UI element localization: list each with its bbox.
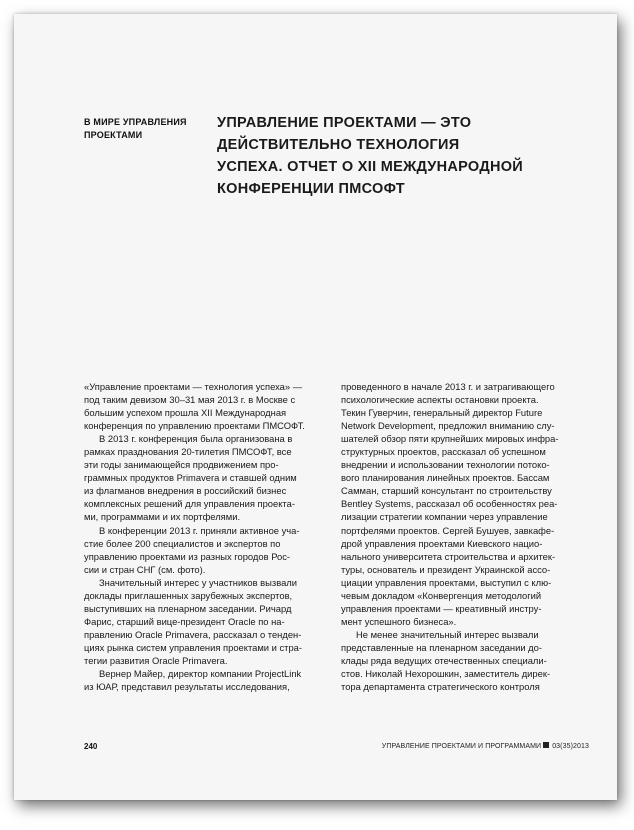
body-column-right <box>341 380 591 693</box>
text-line: стие более 200 специалистов и экспертов по <box>84 537 281 549</box>
text-line: Фарис, старший вице-президент Oracle по на- <box>84 615 285 627</box>
text-line: эти годы занимающейся продвижением про- <box>84 459 279 471</box>
text-line: В 2013 г. конференция была организована в <box>99 433 293 445</box>
text-line: мент успешного бизнеса». <box>341 615 457 627</box>
text-line: Не менее значительный интерес вызвали <box>356 628 539 640</box>
text-line: управлению проектами из разных городов Рос- <box>84 550 291 562</box>
text-line: циях рынка систем управления проектами и стра- <box>84 641 303 653</box>
article-title-line: УСПЕХА. ОТЧЕТ О XII МЕЖДУНАРОДНОЙ <box>217 159 524 175</box>
article-title-line: УПРАВЛЕНИЕ ПРОЕКТАМИ — ЭТО <box>217 115 472 131</box>
text-line: конференция по управлению проектами ПМСОФТ. <box>84 420 305 432</box>
text-line: В конференции 2013 г. приняли активное уча- <box>99 524 300 536</box>
text-line: шателей обзор пяти крупнейших мировых инфра- <box>341 433 559 445</box>
journal-issue: 03(35)2013 <box>552 743 589 750</box>
text-line: «Управление проектами — технология успеха» — <box>84 381 303 392</box>
section-label <box>84 116 204 142</box>
text-line: Самман, старший консультант по строительству <box>341 485 552 497</box>
text-line: выступивших на пленарном заседании. Ричард <box>84 602 292 614</box>
section-label-line: ПРОЕКТАМИ <box>84 130 143 140</box>
text-line: вого планирования линейных проектов. Бассам <box>341 472 550 484</box>
text-line: лизации стратегии компании через управление <box>341 511 548 523</box>
article-title-line: ДЕЙСТВИТЕЛЬНО ТЕХНОЛОГИЯ <box>217 137 460 153</box>
text-line: большим успехом прошла XII Международная <box>84 407 287 419</box>
text-line: Network Development, предложил вниманию слу- <box>341 420 555 432</box>
text-line: ми, программами и их портфелями. <box>84 511 241 523</box>
text-line: тора департамента стратегического контроля <box>341 681 540 693</box>
document-page <box>14 14 617 800</box>
text-line: циации управления проектами, выступил с клю- <box>341 576 552 588</box>
text-line: правлению Oracle Primavera, рассказал о тенден- <box>84 628 302 640</box>
text-line: туры, основатель и президент Украинской ассо- <box>341 563 551 575</box>
text-line: под таким девизом 30–31 мая 2013 г. в Москве с <box>84 394 296 406</box>
text-line: чевым докладом «Конвергенция методологий <box>341 589 542 601</box>
text-line: комплексных решений для управления проекта- <box>84 498 295 510</box>
body-column-left <box>84 380 334 693</box>
text-line: граммных продуктов Primavera и ставшей одним <box>84 472 297 484</box>
text-line: проведенного в начале 2013 г. и затрагивающего <box>341 381 555 392</box>
text-line: из флагманов внедрения в российский бизнес <box>84 485 287 497</box>
text-line: стов. Николай Нехорошкин, заместитель дирек- <box>341 668 551 680</box>
text-line: представленные на пленарном заседании до- <box>341 641 542 653</box>
article-title-line: КОНФЕРЕНЦИИ ПМСОФТ <box>217 181 405 197</box>
text-line: портфелями проектов. Сергей Бушуев, завкафе- <box>341 524 555 536</box>
text-line: тегии развития Oracle Primavera. <box>84 654 228 666</box>
journal-footer <box>382 742 589 750</box>
text-line: клады ряда ведущих отечественных специали- <box>341 654 547 666</box>
text-line: доклады приглашенных зарубежных экспертов, <box>84 589 293 601</box>
article-title <box>217 112 597 200</box>
text-line: Bentley Systems, рассказал об особенностях реа- <box>341 498 558 510</box>
section-label-line: В МИРЕ УПРАВЛЕНИЯ <box>84 117 187 127</box>
text-line: нального университета строительства и архитек- <box>341 550 556 562</box>
text-line: внедрении и использовании технологии потоко- <box>341 459 550 471</box>
text-line: Вернер Майер, директор компании ProjectLink <box>99 668 302 680</box>
text-line: Текин Гуверчин, генеральный директор Future <box>341 407 543 419</box>
text-line: психологические аспекты остановки проекта. <box>341 394 539 406</box>
journal-name: УПРАВЛЕНИЕ ПРОЕКТАМИ И ПРОГРАММАМИ <box>381 743 542 750</box>
text-line: сии и стран СНГ (см. фото). <box>84 563 206 575</box>
text-line: структурных проектов, рассказал об успешном <box>341 446 546 458</box>
text-line: управления проектами — креативный инстру- <box>341 602 542 614</box>
page-number: 240 <box>84 742 98 751</box>
text-line: дрой управления проектами Киевского нацио- <box>341 537 543 549</box>
text-line: рамках празднования 20-тилетия ПМСОФТ, все <box>84 446 292 458</box>
text-line: из ЮАР, представил результаты исследования, <box>84 681 290 693</box>
square-icon <box>543 742 549 748</box>
text-line: Значительный интерес у участников вызвали <box>99 576 297 588</box>
